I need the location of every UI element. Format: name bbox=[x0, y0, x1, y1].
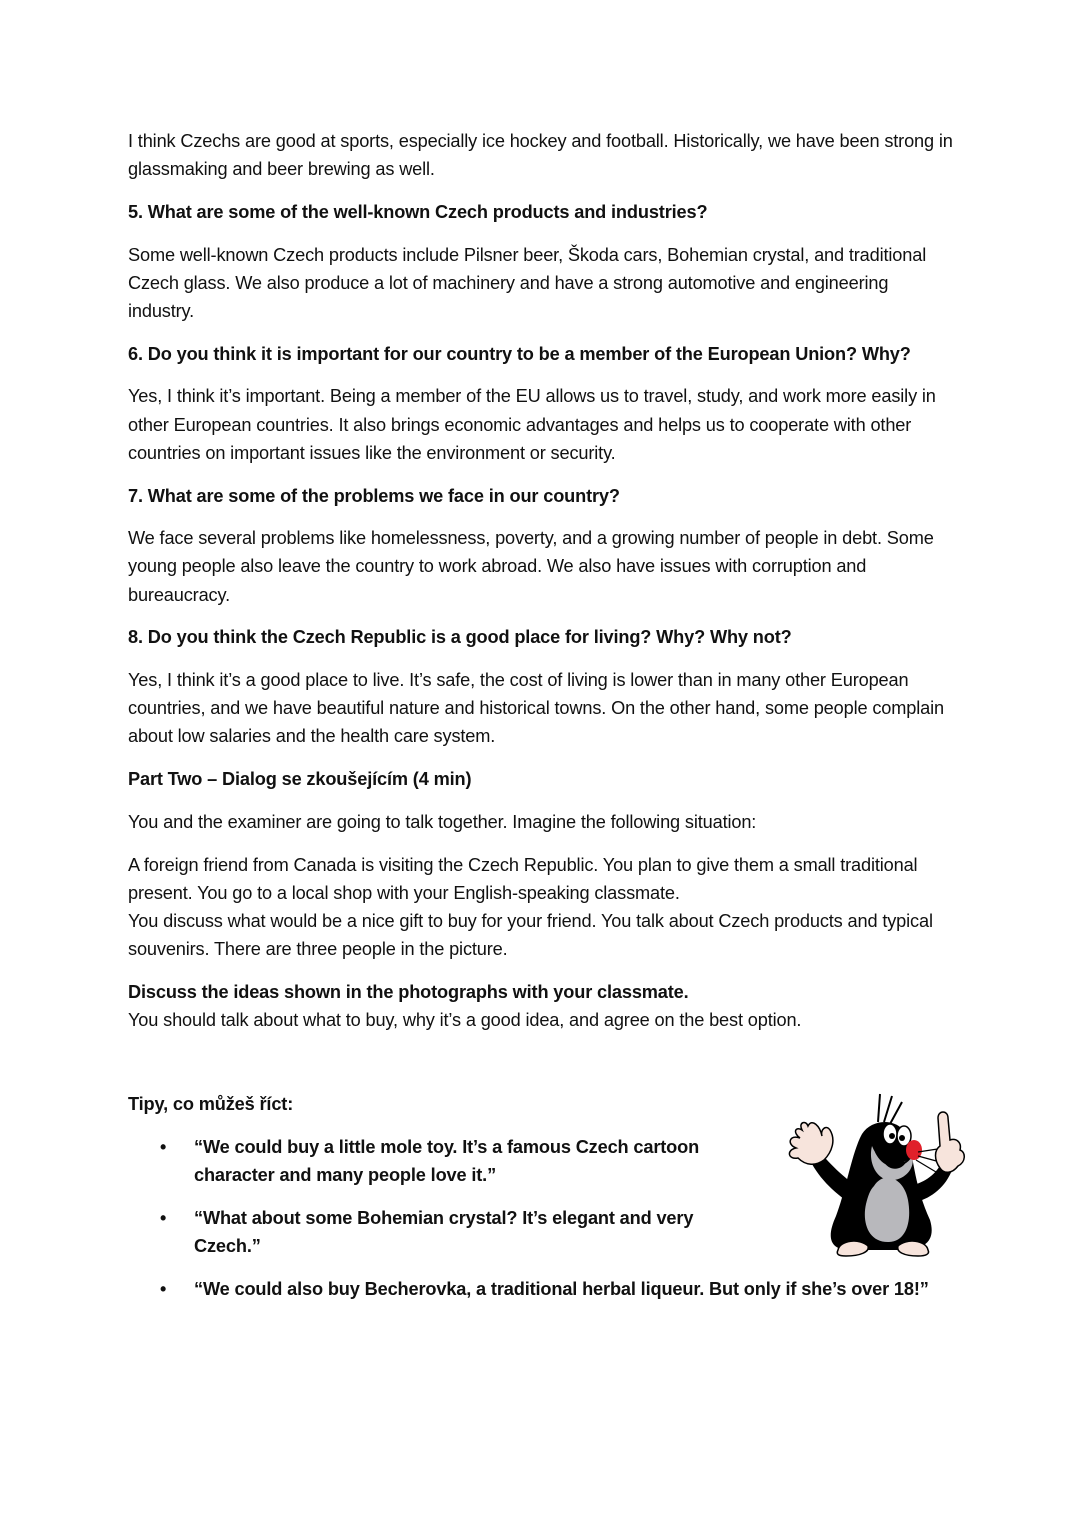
situation-line-2: You discuss what would be a nice gift to buy for your friend. You talk about Czech products and typical souvenirs. There are three people in the picture. bbox=[128, 910, 933, 960]
bullet-icon: • bbox=[160, 1136, 167, 1157]
answer-8: Yes, I think it’s a good place to live. It’s safe, the cost of living is lower than in many other European countries, and we have beautiful nature and historical towns. On the other hand, some people complain about low salaries and the health care system. bbox=[128, 670, 944, 747]
question-7: 7. What are some of the problems we face in our country? bbox=[128, 485, 620, 506]
part-two-intro: You and the examiner are going to talk together. Imagine the following situation: bbox=[128, 811, 757, 832]
answer-5: Some well-known Czech products include Pilsner beer, Škoda cars, Bohemian crystal, and traditional Czech glass. We also produce a lot of machinery and have a strong automotive and engineering industry. bbox=[128, 244, 927, 322]
part-two-title: Part Two – Dialog se zkoušejícím (4 min) bbox=[128, 769, 472, 790]
tips-title: Tipy, co můžeš říct: bbox=[128, 1094, 294, 1115]
task-instruction: Discuss the ideas shown in the photographs with your classmate. bbox=[128, 981, 689, 1002]
bullet-icon: • bbox=[160, 1207, 167, 1228]
question-6: 6. Do you think it is important for our country to be a member of the European Union? Why? bbox=[128, 343, 911, 364]
answer-6: Yes, I think it’s important. Being a member of the EU allows us to travel, study, and work more easily in other European countries. It also brings economic advantages and helps us to cooperate with other countries on important issues like the environment or security. bbox=[128, 386, 936, 463]
answer-7: We face several problems like homelessness, poverty, and a growing number of people in debt. Some young people also leave the country to work abroad. We also have issues with corruption and bureaucracy. bbox=[128, 528, 934, 605]
tip-text: “What about some Bohemian crystal? It’s elegant and very Czech.” bbox=[194, 1207, 694, 1257]
intro-answer: I think Czechs are good at sports, especially ice hockey and football. Historically, we have been strong in glassmaking and beer brewing as well. bbox=[128, 131, 953, 180]
bullet-icon: • bbox=[160, 1278, 167, 1299]
tip-text: “We could also buy Becherovka, a traditional herbal liqueur. But only if she’s over 18!” bbox=[194, 1278, 929, 1299]
mole-cartoon-icon bbox=[780, 1090, 970, 1260]
tip-item bbox=[128, 1204, 754, 1260]
situation-line-1: A foreign friend from Canada is visiting the Czech Republic. You plan to give them a small traditional present. You go to a local shop with your English-speaking classmate. bbox=[128, 854, 918, 903]
question-5: 5. What are some of the well-known Czech products and industries? bbox=[128, 201, 708, 222]
question-8: 8. Do you think the Czech Republic is a good place for living? Why? Why not? bbox=[128, 627, 792, 648]
tip-text: “We could buy a little mole toy. It’s a famous Czech cartoon character and many people love it.” bbox=[194, 1136, 700, 1186]
tip-item bbox=[128, 1133, 754, 1189]
task-text: You should talk about what to buy, why it’s a good idea, and agree on the best option. bbox=[128, 1010, 802, 1031]
tip-item bbox=[128, 1275, 958, 1303]
